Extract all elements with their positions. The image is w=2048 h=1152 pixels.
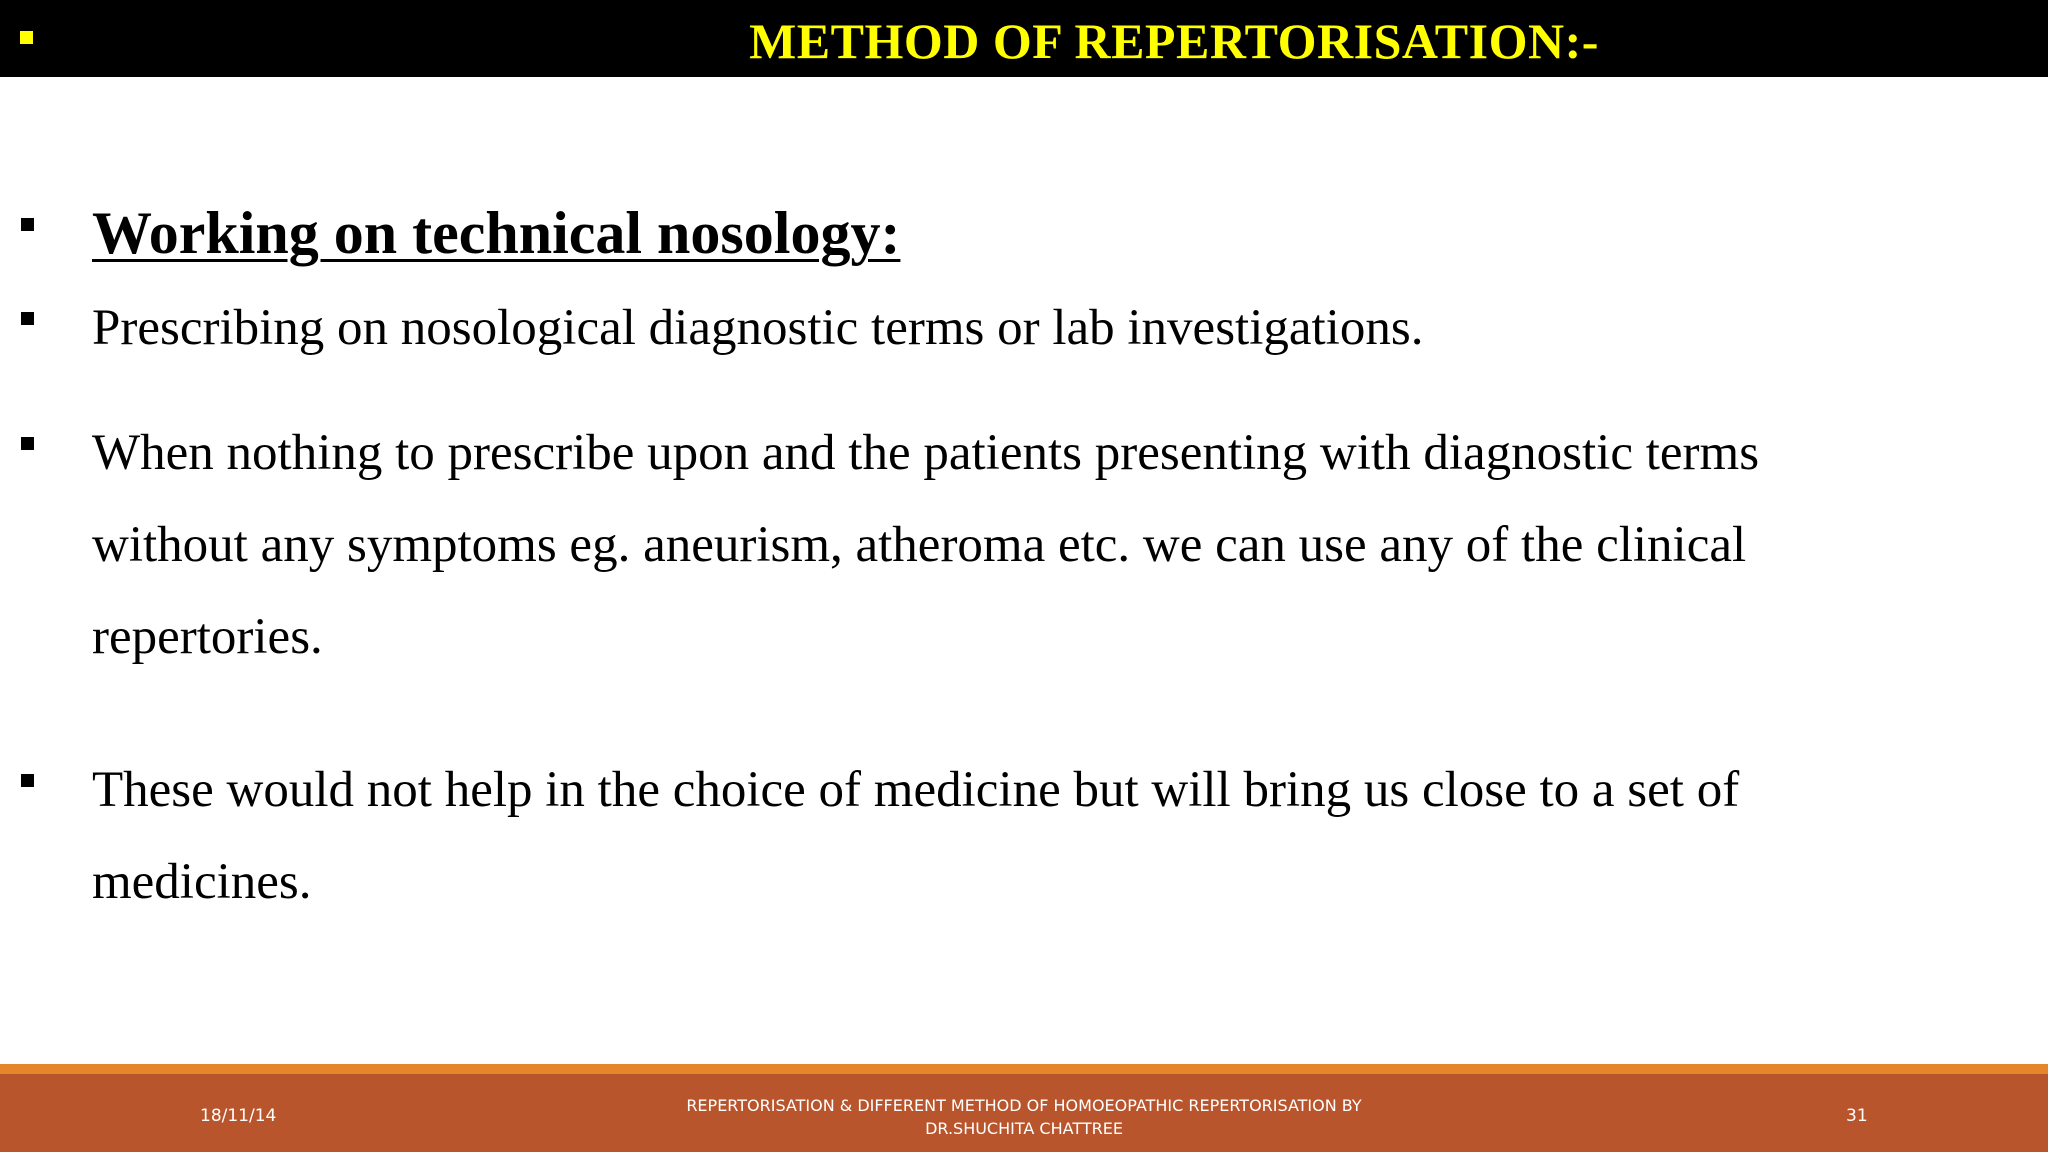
bullet-square-icon xyxy=(21,218,34,231)
bullet-square-icon xyxy=(21,312,34,325)
footer-caption-line-2: DR.SHUCHITA CHATTREE xyxy=(925,1119,1123,1138)
bullet-text: These would not help in the choice of medicine but will bring us close to a set of medicines. xyxy=(92,762,1740,910)
footer xyxy=(0,1074,2048,1152)
page-number: 31 xyxy=(1846,1106,1868,1126)
bullet-square-icon xyxy=(21,437,34,450)
footer-caption xyxy=(624,1094,1424,1140)
footer-caption-line-1: REPERTORISATION & DIFFERENT METHOD OF HOMOEOPATHIC REPERTORISATION BY xyxy=(686,1096,1362,1115)
title-bullet-icon xyxy=(20,31,33,44)
bullet-text: When nothing to prescribe upon and the patients presenting with diagnostic terms without any symptoms eg. aneurism, atheroma etc. we can use any of the clinical repertories. xyxy=(92,425,1760,665)
title-bar xyxy=(0,0,2048,77)
slide-title: METHOD OF REPERTORISATION:- xyxy=(749,13,1599,69)
footer-stripe xyxy=(0,1064,2048,1074)
section-heading: Working on technical nosology: xyxy=(92,200,901,266)
footer-date: 18/11/14 xyxy=(200,1106,277,1126)
bullet-text: Prescribing on nosological diagnostic terms or lab investigations. xyxy=(92,300,1424,356)
bullet-square-icon xyxy=(21,774,34,787)
